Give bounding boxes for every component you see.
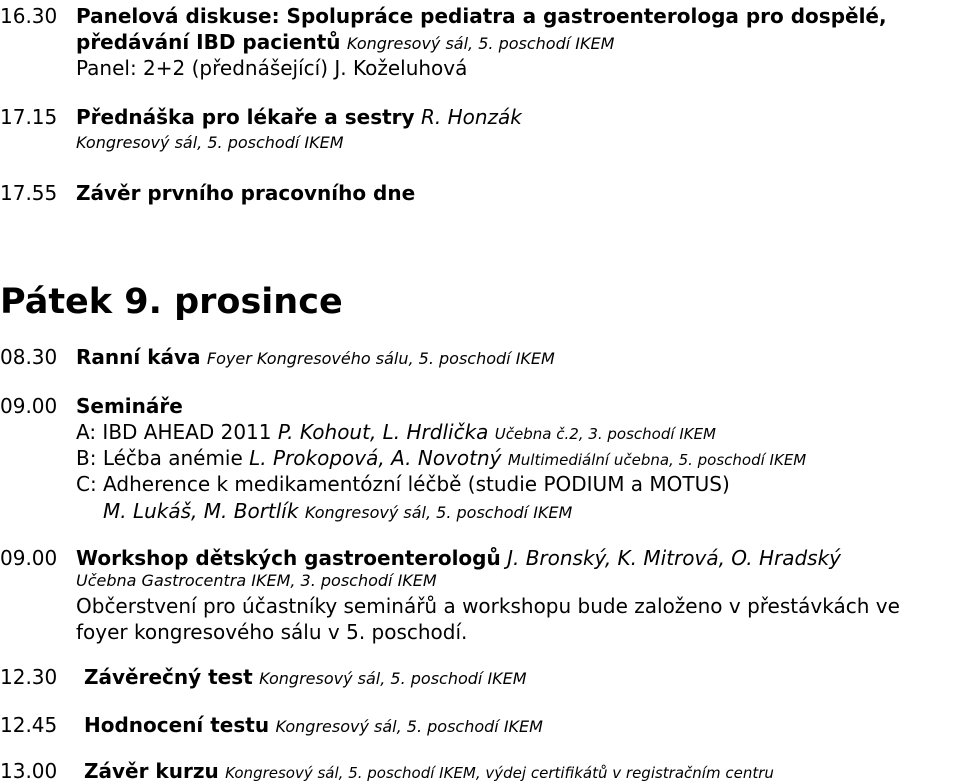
refreshment-note-1: Občerstvení pro účastníky seminářů a workshopu bude založeno v přestávkách ve xyxy=(76,594,900,618)
schedule-item-1630-line2 xyxy=(76,30,614,54)
item-speaker: R. Honzák xyxy=(420,105,522,129)
seminar-c-speakers: M. Lukáš, M. Bortlík xyxy=(103,499,299,523)
seminar-a-venue: Učebna č.2, 3. poschodí IKEM xyxy=(494,425,716,443)
item-title: Závěr kurzu xyxy=(84,759,219,783)
item-time: 08.30 xyxy=(0,345,58,369)
seminar-c-line2 xyxy=(103,499,572,523)
seminar-b-speakers: L. Prokopová, A. Novotný xyxy=(249,446,502,470)
seminar-c-venue: Kongresový sál, 5. poschodí IKEM xyxy=(304,503,573,522)
day-heading: Pátek 9. prosince xyxy=(0,282,343,322)
item-time: 09.00 xyxy=(0,394,58,418)
seminar-a-title: A: IBD AHEAD 2011 xyxy=(76,420,272,444)
item-time: 12.30 xyxy=(0,665,58,689)
schedule-item-workshop xyxy=(0,546,841,570)
item-panel: Panel: 2+2 (přednášející) J. Koželuhová xyxy=(76,56,468,80)
item-speakers: J. Bronský, K. Mitrová, O. Hradský xyxy=(507,546,841,570)
item-venue: Foyer Kongresového sálu, 5. poschodí IKEM xyxy=(206,349,555,368)
schedule-item-1630-panel xyxy=(76,56,467,80)
item-title: Závěrečný test xyxy=(84,665,253,689)
item-title: Workshop dětských gastroenterologů xyxy=(76,546,501,570)
item-time: 17.15 xyxy=(0,105,58,129)
item-title: Závěr prvního pracovního dne xyxy=(76,181,416,205)
schedule-item-1630 xyxy=(0,4,887,28)
schedule-item-1300 xyxy=(0,759,774,783)
item-title: Panelová diskuse: Spolupráce pediatra a gastroenterologa pro dospělé, xyxy=(76,4,887,28)
schedule-item-seminars xyxy=(0,394,183,418)
schedule-item-1230 xyxy=(0,665,527,689)
seminar-c xyxy=(76,472,730,496)
item-time: 17.55 xyxy=(0,181,58,205)
seminar-b xyxy=(76,446,806,470)
schedule-item-1245 xyxy=(0,713,543,737)
item-title-continued: předávání IBD pacientů xyxy=(76,30,341,54)
schedule-item-1755 xyxy=(0,181,415,205)
item-venue: Kongresový sál, 5. poschodí IKEM xyxy=(346,34,615,53)
item-time: 09.00 xyxy=(0,546,58,570)
item-title: Semináře xyxy=(76,394,183,418)
item-venue: Kongresový sál, 5. poschodí IKEM, výdej certifikátů v registračním centru xyxy=(225,764,774,782)
seminar-b-venue: Multimediální učebna, 5. poschodí IKEM xyxy=(507,451,807,469)
seminar-a-speakers: P. Kohout, L. Hrdlička xyxy=(277,420,489,444)
seminar-a xyxy=(76,420,716,444)
item-time: 13.00 xyxy=(0,759,58,783)
item-time: 12.45 xyxy=(0,713,58,737)
item-title: Hodnocení testu xyxy=(84,713,270,737)
refreshment-note-2: foyer kongresového sálu v 5. poschodí. xyxy=(76,620,468,644)
item-title: Přednáška pro lékaře a sestry xyxy=(76,105,415,129)
seminar-c-title: C: Adherence k medikamentózní léčbě (studie PODIUM a MOTUS) xyxy=(76,472,730,496)
item-time: 16.30 xyxy=(0,4,58,28)
workshop-venue: Učebna Gastrocentra IKEM, 3. poschodí IKEM xyxy=(76,571,437,590)
seminar-b-title: B: Léčba anémie xyxy=(76,446,243,470)
item-venue: Kongresový sál, 5. poschodí IKEM xyxy=(76,133,344,152)
schedule-item-1715 xyxy=(0,105,522,129)
schedule-item-0830 xyxy=(0,345,555,369)
item-title: Ranní káva xyxy=(76,345,201,369)
item-venue: Kongresový sál, 5. poschodí IKEM xyxy=(259,669,527,688)
item-venue: Kongresový sál, 5. poschodí IKEM xyxy=(275,717,543,736)
